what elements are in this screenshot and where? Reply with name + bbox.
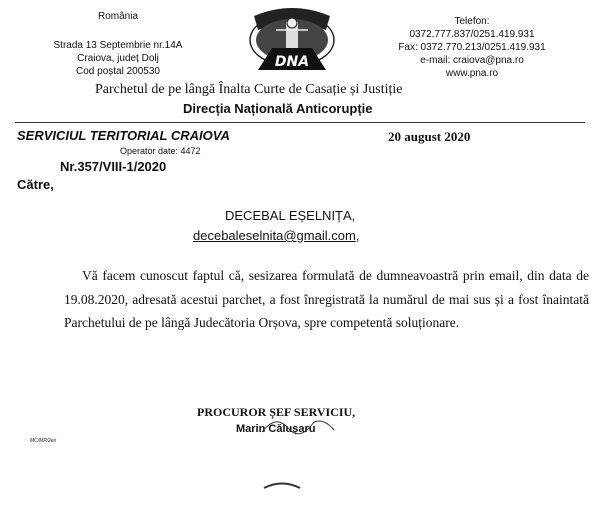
recipient-email-comma: , <box>355 228 360 243</box>
signature-title: PROCUROR ȘEF SERVICIU, <box>197 405 356 419</box>
header-rule <box>15 122 585 123</box>
recipient-name: DECEBAL EȘELNIȚA, <box>225 208 356 223</box>
svg-text:DNA: DNA <box>274 54 310 70</box>
dna-logo <box>236 6 348 72</box>
fax: Fax: 0372.770.213/0251.419.931 <box>398 42 546 53</box>
recipient-email-line <box>193 227 359 245</box>
city: Craiova, județ Dolj <box>77 53 159 64</box>
department-name: Direcția Națională Anticorupție <box>183 101 373 116</box>
letter-body: Vă facem cunoscut faptul că, sesizarea formulată de dumneavoastră prin email, din data de 19.08.2020, adresată acestui parchet, a fost înregistrată la numărul de mai sus și a fost înaintată Parchetului de pe lângă Judecătoria Orșova, spre competentă soluționare. <box>64 268 589 330</box>
initials: MC/MP/2ex <box>30 438 57 444</box>
address-block <box>18 10 218 78</box>
country: România <box>97 11 139 22</box>
website: www.pna.ro <box>445 68 499 79</box>
phone-label: Telefon: <box>454 16 490 27</box>
contact-block <box>362 15 582 80</box>
to-label: Către, <box>17 177 54 192</box>
recipient-email[interactable]: decebaleselnita@gmail.com <box>193 228 356 243</box>
institution-name: Parchetul de pe lângă Înalta Curte de Casație și Justiție <box>95 82 403 97</box>
signature-name: Marin Călușaru <box>236 423 316 435</box>
stamp-mark <box>262 476 302 486</box>
street: Strada 13 Septembrie nr.14A <box>53 40 183 51</box>
registration-number: Nr.357/VIII-1/2020 <box>60 159 167 174</box>
phone-numbers: 0372.777.837/0251.419.931 <box>409 29 535 40</box>
service-name: SERVICIUL TERITORIAL CRAIOVA <box>17 128 230 143</box>
handwritten-signature <box>258 410 338 440</box>
postal-code: Cod poștal 200530 <box>76 66 160 77</box>
document-date: 20 august 2020 <box>388 129 471 144</box>
operator-id: Operator date: 4472 <box>120 146 201 156</box>
email-contact: e-mail: craiova@pna.ro <box>420 55 524 66</box>
